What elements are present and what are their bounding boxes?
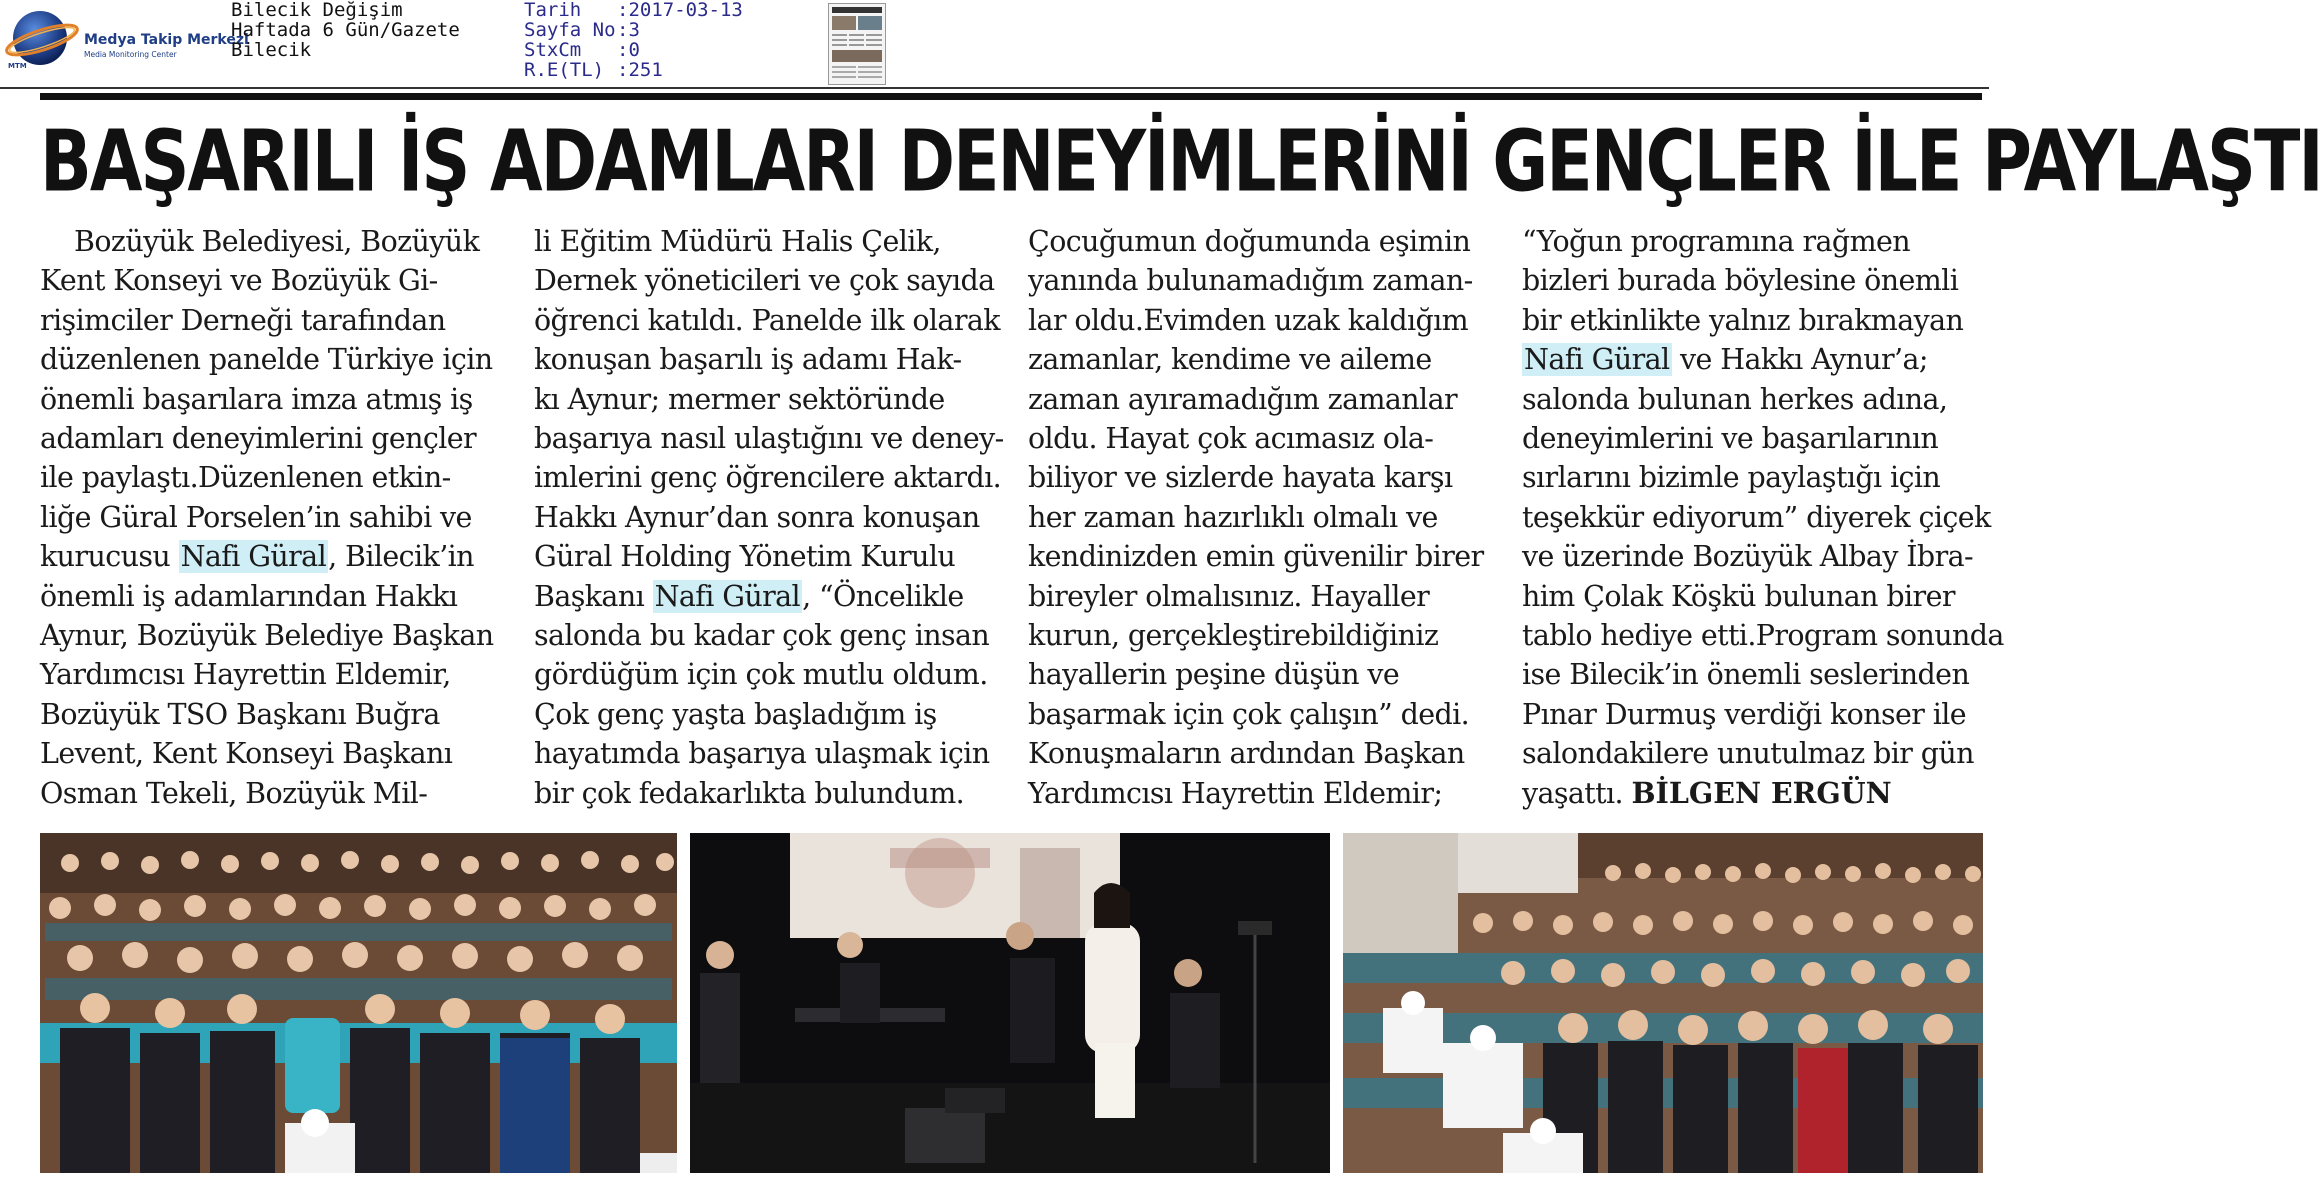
meta-row-page: Sayfa No :3 (524, 19, 640, 41)
article-column-3: Çocuğumun doğumunda eşimin yanında bulunamadığım zaman- lar oldu.Evimden uzak kaldığım zamanlar, kendime ve aileme zaman ayıramadığım zamanlar oldu. Hayat çok acımasız ola- biliyor ve sizlerde hayata karşı her zaman hazırlıklı olmalı ve kendinizden emin güvenilir birer bireyler olmalısınız. Hayaller kurun, gerçekleştirebildiğiniz hayallerin peşine düşün ve başarmak için çok çalışın” dedi. Konuşmaların ardından Başkan Yardımcısı Hayrettin Eldemir; (1028, 225, 1484, 810)
publication-info (231, 0, 460, 60)
logo-text: Medya Takip Merkezi (84, 32, 249, 48)
highlighted-name: Nafi Güral (180, 540, 327, 574)
meta-row-value: R.E(TL) :251 (524, 59, 663, 81)
publication-city: Bilecik (231, 39, 312, 61)
photo-concert-stage (690, 833, 1330, 1173)
article-headline: BAŞARILI İŞ ADAMLARI DENEYİMLERİNİ GENÇLER İLE PAYLAŞTI (40, 113, 2322, 212)
highlighted-name: Nafi Güral (1524, 343, 1670, 377)
byline: BİLGEN ERGÜN (1631, 775, 1892, 810)
photo-audience-wide (1343, 833, 1983, 1173)
logo-subtext: Media Monitoring Center (84, 50, 177, 59)
article-column-2: li Eğitim Müdürü Halis Çelik, Dernek yöneticileri ve çok sayıda öğrenci katıldı. Panelde ilk olarak konuşan başarılı iş adamı Hak- kı Aynur; mermer sektöründe başarıya nasıl ulaştığını ve deney- imlerini genç öğrencilere aktardı. Hakkı Aynur’dan sonra konuşan Güral Holding Yönetim Kurulu Başkanı Nafi Güral, “Öncelikle salonda bu kadar çok genç insan gördüğüm için çok mutlu oldum. Çok genç yaşta başladığım iş hayatımda başarıya ulaşmak için bir çok fedakarlıkta bulundum. (534, 225, 1004, 810)
logo-abbr: MTM (8, 62, 27, 70)
photo-audience-front-row (40, 833, 677, 1173)
publication-name: Bilecik Değişim (231, 0, 403, 21)
monitoring-header (0, 0, 1989, 88)
highlighted-name: Nafi Güral (654, 579, 801, 613)
clipping-metadata (524, 0, 743, 80)
page-thumbnail (828, 3, 886, 85)
publication-frequency: Haftada 6 Gün/Gazete (231, 19, 460, 41)
meta-row-date: Tarih :2017-03-13 (524, 0, 743, 21)
mtm-logo (2, 4, 249, 74)
header-divider (0, 87, 1989, 89)
article-column-1: Bozüyük Belediyesi, Bozüyük Kent Konseyi ve Bozüyük Gi- rişimciler Derneği tarafından düzenlenen panelde Türkiye için önemli başarılara imza atmış iş adamları deneyimlerini gençler ile paylaştı.Düzenlenen etkin- liğe Güral Porselen’in sahibi ve kurucusu Nafi Güral, Bilecik’in önemli iş adamlarından Hakkı Aynur, Bozüyük Belediye Başkan Yardımcısı Hayrettin Eldemir, Bozüyük TSO Başkanı Buğra Levent, Kent Konseyi Başkanı Osman Tekeli, Bozüyük Mil- (40, 225, 494, 810)
article-column-4: “Yoğun programına rağmen bizleri burada böylesine önemli bir etkinlikte yalnız bırakmayan Nafi Güral ve Hakkı Aynur’a; salonda bulunan herkes adına, deneyimlerini ve başarılarının sırlarını bizimle paylaştığı için teşekkür ediyorum” diyerek çiçek ve üzerinde Bozüyük Albay İbra- him Çolak Köşkü bulunan birer tablo hediye etti.Program sonunda ise Bilecik’in önemli seslerinden Pınar Durmuş verdiği konser ile salondakilere unutulmaz bir gün yaşattı. BİLGEN ERGÜN (1522, 225, 2004, 810)
meta-row-stxcm: StxCm :0 (524, 39, 640, 61)
